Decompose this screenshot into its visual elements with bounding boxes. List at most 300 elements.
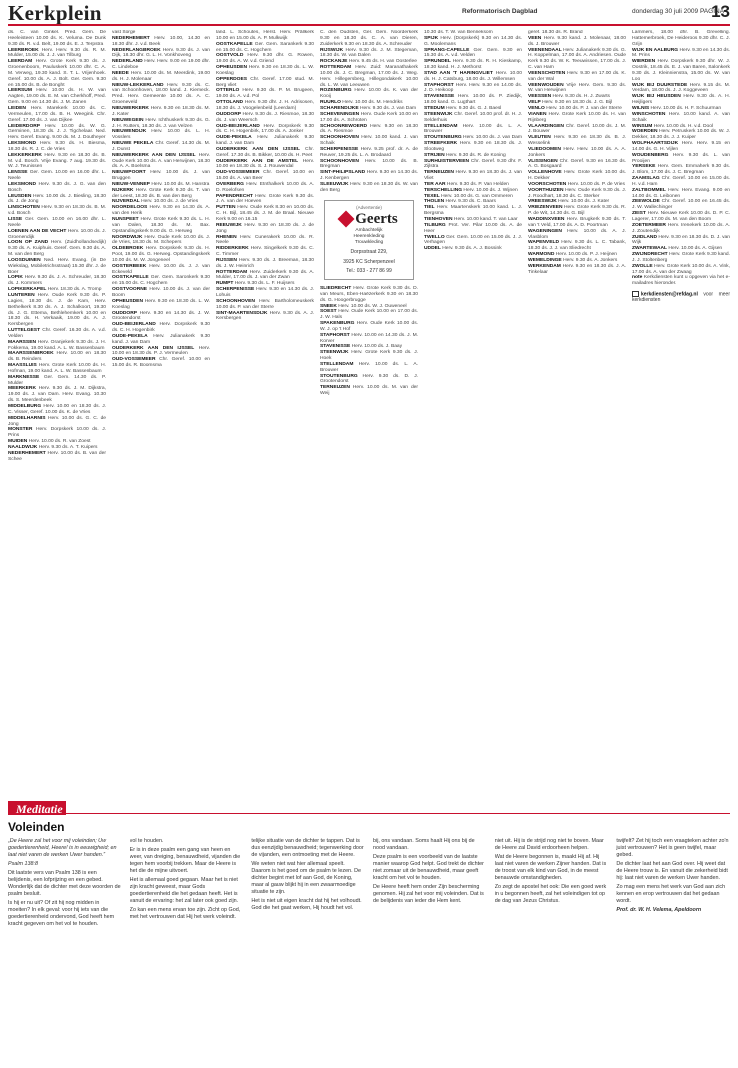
place-name: SPRUNDEL (424, 59, 451, 65)
service-entry (216, 88, 314, 100)
contact-email: kerkdiensten@refdag.nl (641, 291, 698, 298)
place-name: ROCKANJE (320, 59, 348, 65)
service-details: Herv. 18.30 ds. A. Tromp (47, 287, 102, 293)
listing-column-2 (112, 30, 210, 795)
place-name: STRIJEN (424, 152, 445, 158)
service-entry (320, 374, 418, 386)
meditatie-paragraph: telijke situatie van de dichter te tappen. Dat is dus eenzijdig benauwdheid; tegenwerking door de vijanden, een ontmoeting met de Heere. (251, 838, 364, 858)
place-name: SLIEDRECHT (320, 285, 352, 291)
service-details: Herv. Cunerakerk 10.00 ds. R. Neele (216, 234, 314, 246)
place-name: SOEST (320, 309, 337, 315)
place-name: ZALTBOMMEL (632, 187, 666, 193)
service-entry (320, 88, 418, 100)
service-entry (320, 170, 418, 182)
place-name: LUNTEREN (8, 292, 35, 298)
service-entry (112, 205, 210, 217)
service-entry (632, 129, 730, 141)
service-details: Herv. 9.30 en 14.30 ds. A. van den Herik (112, 205, 210, 217)
service-details: Herv. Dorpskerk 9.30 ds. C. H. Hogenbirk, 17.00 ds. A. Jonker (216, 123, 314, 135)
service-entry (8, 328, 106, 340)
place-name: OOSTVOLD (216, 53, 244, 59)
place-name: VELP (528, 100, 541, 106)
service-details: Herv. Zuiderkerk 9.30 ds. A. Mulder, 17.00 ds. J. van der Zwan (216, 269, 314, 281)
service-entry (8, 48, 106, 60)
email-icon (632, 291, 639, 297)
ad-tagline: Ambachtelijk (355, 228, 383, 234)
place-name: MARKNESSE (8, 374, 40, 380)
service-details: Herv. 10.00 ds. P. J. Heijnen (555, 252, 617, 258)
listing-column-3 (216, 30, 314, 795)
ad-logo-name: Geerts (355, 210, 398, 227)
service-details: Herv. 9.30 ds. A. H. Heijligers (632, 94, 730, 106)
service-details: Herv. Bartholomeuskerk 10.00 ds. P. van der Sterre (216, 298, 314, 310)
service-entry (8, 153, 106, 171)
service-details: Herv. 9.30 dhr. J. H. Adrisosen, 18.30 ds. J. Voogelenbeld (Leerdam) (216, 100, 314, 111)
service-entry (320, 321, 418, 333)
place-name: NEDERLANGBROEK (112, 47, 161, 53)
service-details: Herv. 10.00 ds. J. van Dam (463, 135, 522, 141)
publication-date: donderdag 30 juli 2009 PAGINA (632, 8, 725, 15)
meditatie-paragraph: Zo kan een mens ervan toe zijn. Zicht op God, met het vertrouwen dat Hij het werk voleindt. (129, 907, 241, 920)
meditatie-column-6 (616, 838, 730, 1060)
meditatie-column-4 (373, 838, 487, 1060)
service-details: Herv. 9.30 ds. A. Jonkers (563, 257, 618, 263)
service-details: Herv. Grote Kerk 9.30 ds. T. van der Leest, 18.30 ds. B. van den Berg (112, 187, 210, 199)
service-details: Herv. (Zuidhollandsedijk) 9.30 ds. A. Kuiphuis. Geref. Gem. 9.30 ds. A. M. van den Berg (8, 240, 106, 258)
service-entry (216, 170, 314, 182)
service-details: Herv. 9.30 en 14.30 ds. J. Kenbergen (320, 170, 418, 182)
service-entry (8, 194, 106, 206)
place-name: WAPENVELD (528, 240, 559, 246)
service-details: Herv. 10.00 ds. J. Groenendijk (8, 228, 106, 240)
place-name: WINSCHOTEN (632, 111, 666, 117)
place-name: TILBURG (424, 222, 446, 228)
place-name: ROTTERDAM (320, 65, 352, 71)
service-details: Herv. 10.00 ds. J. Wijnen (463, 187, 518, 193)
place-name: OUDDORP (112, 310, 137, 316)
service-entry (320, 350, 418, 362)
service-details: Herv. 9.45 ds. H. van Oosterlee (348, 59, 417, 65)
service-details: Chr. Geref. 9.30 en 16.30 ds. A. G. Bosgaard (528, 158, 626, 170)
service-details: Herv. 9.30 en 18.30 ds. D. J. van Wijk (632, 234, 730, 246)
place-name: SINT-MAARTENSDIJK (216, 310, 268, 316)
service-details: Herv. 10.00 ds. H. J. Catsburg, 18.00 ds. J. Willemsen (424, 70, 522, 82)
service-details: Chr. Geref. 10.00 en 15.00 ds. H. v.d. Ham (632, 176, 730, 187)
service-details: Herv. Herv. 10.00 ds. A. A. Jonkers (528, 146, 626, 158)
service-details: Ger. Gem. 14.30 ds. P. Mulder (8, 374, 106, 386)
service-entry (112, 118, 210, 130)
place-name: OOSTKAPELLE (112, 275, 149, 281)
logo-mark-icon (338, 211, 355, 228)
service-entry (216, 235, 314, 247)
place-name: LOOSDUINEN (8, 257, 41, 263)
service-entry (112, 36, 210, 48)
service-entry (112, 48, 210, 60)
service-details: Herv. 10.00 en 18.30 ds. P. J. Vermeulen (112, 345, 210, 357)
service-details: Herv. 9.30 en 18.30 ds. M. J. Kater (112, 105, 210, 117)
service-entry (216, 159, 314, 171)
place-name: LEKSMOND (8, 141, 36, 147)
meditatie-paragraph: bij, ons vandaan. Soms haalt Hij ons bij de nood vandaan. (373, 838, 475, 851)
place-name: PUTTEN (216, 205, 236, 211)
place-name: VEENENDAAL (528, 47, 562, 53)
service-details: Herv. 10.00 ds. B. van der Schee (8, 450, 106, 462)
listing-column-4 (320, 30, 418, 795)
place-name: LEERDAM (8, 59, 33, 65)
service-details: Herv. 9.30 en 14.30 ds. J. W. Grootendorst (112, 310, 210, 322)
place-name: WOERDEN (632, 129, 658, 135)
service-entry (424, 170, 522, 182)
place-name: SCHOONHOVEN (216, 298, 255, 304)
place-name: STOUTENBURG (424, 135, 462, 141)
service-entry (112, 322, 210, 334)
service-details: Herv. 10.00 kand. A. van Schaik (632, 111, 730, 123)
place-name: UDDEL (424, 246, 441, 252)
service-entry (112, 311, 210, 323)
place-name: OPHEUSDEN (216, 65, 247, 71)
place-name: NIEUWERKERK (112, 105, 149, 111)
service-entry (8, 141, 106, 153)
place-name: WILNIS (632, 105, 650, 111)
place-name: TIENHOVEN (424, 217, 453, 222)
place-name: ZWIJNDRECHT (632, 252, 668, 258)
service-details: Herv. Julianakerk 9.30 kand. J. van Dam (112, 333, 210, 345)
service-details: Herv. 10.00 ds. L. A. Brouwer (320, 361, 418, 373)
place-name: LOPIKERKAPEL (8, 287, 47, 293)
service-details: Herv. 10.00 ds. J. de Vries (141, 199, 199, 205)
service-details: Ger. Gem. 10.00 en 16.00 dhr. L. Neele (8, 170, 106, 182)
service-details: Herv. 9.30 en 18.30 ds. L. W. Koeslag (112, 298, 210, 310)
place-name: YERSEKE (632, 164, 656, 170)
service-entry (216, 246, 314, 258)
place-name: OTTOLAND (216, 100, 244, 106)
place-name: TIEL (424, 205, 435, 211)
header-rule (8, 24, 730, 26)
place-name: OUDERKERK AAN DEN IJSSEL (216, 146, 301, 152)
place-name: ROTTERDAM (216, 269, 248, 275)
place-name: NIEUWEGEIN (112, 117, 144, 123)
service-entry (216, 270, 314, 282)
service-details: Ger. Gem. 9.30 en 15.30 ds. A. v.d. Velden (424, 47, 522, 59)
service-details: Chr. Geref. 14.30 ds. M. J. Dunst (112, 141, 210, 152)
service-entry (112, 287, 210, 299)
place-name: SLEEUWIJK (320, 181, 349, 187)
place-name: RUMPT (216, 281, 234, 287)
place-name: VREESWIJK (528, 199, 557, 205)
place-name: OVERBERG (216, 181, 244, 187)
meditatie-column-3 (251, 838, 365, 1060)
service-details: Herv. Dorpskerk 9.30 ds. C. H. Hogenbirk (112, 322, 210, 334)
service-entry (320, 286, 418, 304)
service-entry (320, 147, 418, 159)
service-entry (8, 275, 106, 287)
listing-column-1 (8, 30, 106, 795)
place-name: TERNEUZEN (320, 385, 350, 391)
meditatie-paragraph: Deze psalm is een voorbeeld van de laatste manier waarop God helpt. God trekt de dichter niet zomaar uit de benauwdheid, maar geeft kracht om het vol te houden. (373, 854, 484, 881)
service-entry (112, 334, 210, 346)
service-entry (424, 223, 522, 235)
service-entry (216, 194, 314, 206)
meditatie-paragraph: De dichter laat het aan God over. Hij weet dat de Heere trouw is. En vanuit die zekerheid bidt hij: laat niet varen de werken Uwer handen. (616, 861, 728, 881)
service-entry (424, 159, 522, 171)
service-details: Herv. 10.00 en 18.30 ds. J. C. Visser, Geref. 10.00 ds. K. de Vries (8, 404, 106, 415)
service-entry (424, 59, 522, 71)
service-details: Herv. 10.00 ds. H. v.d. Dool (653, 123, 714, 129)
service-details: Chr. Geref. 9.30 dhr. F. Zijlstra (424, 158, 522, 170)
service-details: Herv. Oude Kerk 9.30 ds. P. Lagies, 18.30 ds. J. de Kam, Herv. Bethelkerk 8.30 ds. A. J. Schalkoort, 19.30 ds. J. G. Ettema, Bethlehemkerk 10.00 en 18.30 ds. H. Verkaaik, 19.00 ds. A. J. Kersbergen (8, 292, 106, 328)
place-name: MIDDELBURG (8, 404, 42, 409)
service-entry (320, 309, 418, 321)
service-details: Herv. 10.00 ds. G. van Ommeren (441, 193, 513, 199)
service-entry (528, 48, 626, 71)
place-name: SPRANG-CAPELLE (424, 47, 470, 53)
meditatie-paragraph: Is hij er nu uit? Of zit hij nog midden in moeiten? In elk geval: voor hij iets van die goedertierenheid ondervond, God heeft hem kracht gegeven om het vol te houden. (8, 900, 115, 927)
service-details: Herv. 10.00 ds. M. Hendriks (342, 100, 403, 106)
service-details: Herv. Grote Kerk 9.30 ds. R. P. de Wit, 14.30 ds. G. Bijl (528, 205, 626, 217)
place-name: LEIDERDORP (8, 123, 41, 129)
service-details: Herv. Marekerk 10.00 ds. C. Vermeulen, 17.00 ds. B. H. Weegink. Chr. Geref. 17.00 ds. J. van Dijkee (8, 105, 106, 123)
place-name: STAPHORST (320, 332, 350, 338)
place-name: OOSTVOORNE (112, 287, 148, 293)
service-entry (8, 88, 106, 106)
meditatie-title: Voleinden (8, 820, 65, 834)
service-entry (112, 188, 210, 200)
service-entry (8, 124, 106, 142)
service-entry (8, 229, 106, 241)
service-details: Kerkdiensten kunt u opgeven via het e-mailadres hieronder. (632, 275, 730, 287)
service-entry (8, 340, 106, 352)
ad-label: (Advertentie) (356, 204, 382, 210)
service-entry (216, 112, 314, 124)
service-entry (528, 71, 626, 83)
place-name: NEDERLAND (112, 59, 143, 65)
service-details: Herv. Herv. 9.00 en 19.00 dhr. C. Lindeboe (112, 59, 210, 71)
service-details: Herv. 10.00 ds. B. Bregman (320, 158, 418, 170)
service-entry (320, 112, 418, 124)
meditatie-paragraph: „De Heere zal het voor mij voleinden; Uw goedertierenheid, Heere! is in eeuwigheid; en laat niet varen de werken Uwer handen.” (8, 838, 117, 858)
place-name: RIDDERKERK (216, 246, 249, 252)
place-name: OUDERKERK AAN DE AMSTEL (216, 158, 299, 164)
place-name: LEUSDEN (8, 193, 32, 199)
service-details: Herv. 9.30 en 17.00 ds. K. van der Wal (528, 70, 626, 82)
ad-address: Tel.: 033 - 277 86 99 (346, 268, 392, 275)
service-entry (216, 205, 314, 223)
service-details: Herv. 9.30 ds. J. G. van den Bosch (8, 181, 106, 193)
place-name: TERSCHELLING (424, 187, 463, 193)
service-details: Herv. Oranjekerk 9.30 ds. J. H. Fokkema, 19.00 kand. A. L. W. Bassenbaum (8, 339, 106, 351)
place-name: OUD-BEIJERLAND (112, 322, 156, 328)
place-name: LENSSE (8, 170, 28, 176)
service-entry (528, 240, 626, 252)
service-entry (632, 199, 730, 211)
service-details: Herv. 10.00 ds. K. van der Kooij (320, 88, 418, 100)
service-entry (8, 363, 106, 375)
service-entry (216, 42, 314, 54)
service-details: Herv. 9.30 ds. L. van Prooijen (632, 152, 730, 164)
place-name: LINSCHOTEN (8, 205, 40, 211)
service-details: Herv. 10.00 ds. J. Baay (351, 344, 403, 350)
place-name: OUDERKERK AAN DEN IJSSEL (112, 345, 195, 351)
service-details: Herv. 10.00 kand. J. van Schaik (320, 135, 418, 147)
place-name: SNEEK (320, 303, 337, 309)
service-details: Herv. 9.30 en 18.30 ds. J. van Vliet (424, 170, 522, 182)
place-name: VOORSCHOTEN (528, 181, 567, 187)
service-details: Herv. 9.30 ds. J. van Dijk, 18.30 dhr. G. L. H. Vonkhoveng (112, 47, 210, 59)
place-name: LISSE (8, 217, 23, 222)
service-entry (216, 53, 314, 65)
meditatie-label: Meditatie (16, 802, 63, 816)
meditatie-paragraph: Het is niet uit eigen kracht dat hij het volhoudt. God die het gaat werken, Hij houdt het vol. (251, 898, 362, 911)
service-entry (8, 106, 106, 124)
service-entry (112, 141, 210, 153)
service-details: Herv. 9.30 ds. R. H. Kieskamp, 18.30 kand. H. J. Methorst (424, 59, 522, 71)
place-name: NEEDE (112, 70, 129, 76)
meditatie-paragraph: Zo mag een mens het werk van God aan zich kennen en erop vertrouwen dat het gedaan wordt. (616, 884, 726, 904)
service-details: Herv. 9.30 en 18.30 ds. J. G. Bijl (542, 100, 613, 106)
ad-tagline: Trouwkleding (354, 240, 384, 246)
place-name: RUURLO (320, 100, 341, 106)
place-name: LEERBROEK (8, 47, 39, 53)
service-entry (112, 71, 210, 83)
service-details: Herv. 9.30 ds. J. M. Stegeman, 18.30 ds. W. van Dalen (320, 47, 418, 59)
place-name: ZWARTEWAAL (632, 246, 668, 252)
place-name: NOORDELOOS (112, 205, 148, 211)
place-name: NIEUWE PEKELA (112, 141, 154, 147)
service-entry (632, 176, 730, 188)
ad-tagline: Heerenkleding (353, 234, 385, 240)
service-entry (112, 59, 210, 71)
service-details: Herv. Dorpskerk 9.30 ds. H. Poot, 19.00 ds. G. Herweg. Opstandingskerk 10.00 ds. M. W. Jongeneel (112, 246, 210, 263)
place-name: WIJK BIJ DUURSTEDE (632, 82, 688, 88)
service-details: Herv. 10.00 ds. P. de Vries (567, 181, 625, 187)
service-details: Vrije Herv. Gem. 9.30 ds. W. van Herwijnen (528, 82, 626, 94)
service-details: Herv. Grote Kerk 10.00 ds. H. Dekker (528, 170, 626, 182)
service-details: Herv. 9.30 dhr. G. Rowen, 19.00 ds. A. W. v.d. Griend (216, 53, 314, 65)
place-name: REEUWIJK (216, 222, 242, 228)
place-name: STEENWIJK (320, 350, 349, 356)
service-entry (632, 112, 730, 124)
place-name: STREEFKERK (424, 141, 458, 147)
service-entry (320, 182, 418, 194)
place-name: STELLENDAM (320, 361, 354, 367)
service-details: Chr. Geref. 16.30 ds. A. v.d. Velden (8, 328, 106, 339)
service-details: Herv. 9.30 ds. L. F. Huijsers (234, 281, 295, 287)
service-entry (632, 252, 730, 264)
meditatie-paragraph: Zo zegt de apostel het ook: Die een goed werk in u begonnen heeft, zal het voleindigen tot op de dag van Jezus Christus. (494, 884, 607, 904)
meditatie-paragraph: niet uit. Hij is de strijd nog niet te boven. Maar de Heere zal David erdoorheen helpen. (494, 838, 604, 851)
service-details: Herv. Oude Kerk 9.30 ds. J. J. Roodhart, 18.30 ds. C. Sterker (528, 187, 626, 199)
service-details: Herv. Zuid: Maranathakerk 10.00 ds. J. C. Bregman, 17.00 ds. J. Weg. Herv. Hillegersberg, Hillegondakerk 10.00 ds. L. W. van Leeuwen (320, 65, 418, 88)
service-details: Herv. Ichthuskerk 9.30 ds. G. J. H. Rutters, 18.30 ds. J. van Velzen (112, 117, 210, 129)
service-entry (112, 217, 210, 235)
service-details: Herv. 9.30 ds. J. A. Schreuder, 18.30 ds. J. Kommers (8, 275, 106, 287)
service-details: Herv. 10.00 ds. R. van Zoest (28, 439, 91, 445)
service-entry (112, 106, 210, 118)
service-details: Herv. Herv. 9.15 en 14.00 ds. G. H. Vijlen (632, 141, 730, 152)
place-name: VOLLENHOVE (528, 170, 562, 176)
service-details: Herv. Oude Kerk 10.00 ds. W. J. op 't Hof (320, 321, 418, 332)
service-details: Herv. 10.00 ds. J. J. van Eckeveld (112, 263, 210, 275)
service-entry (8, 386, 106, 404)
service-details: Prot. Ver. Pilar 10.00 ds. A. de Heer (424, 222, 522, 234)
service-entry (424, 124, 522, 136)
service-details: vast Sorgе (112, 30, 136, 35)
service-entry (216, 223, 314, 235)
service-details: Herv. 10.00 en 14.30 ds. J. M. Korver (320, 332, 418, 344)
place-name: OLDEBROEK (112, 246, 144, 252)
place-name: VLEUTEN (528, 135, 551, 141)
service-entry (632, 264, 730, 276)
meditatie-paragraph: Wat de Heere begonnen is, maakt Hij af. Hij laat niet varen de werken Zijner handen. Dat is de troost van elk kind van God, in de meest benauwde omstandigheden. (494, 854, 607, 881)
page-number: 13 (711, 2, 730, 21)
section-title: Kerkplein (8, 1, 102, 25)
meditatie-column-5 (495, 838, 609, 1060)
place-name: RIJSWIJK (320, 47, 344, 53)
service-entry (320, 48, 418, 60)
service-details: Herv. 10.00 ds. J. van der Boom (112, 287, 210, 298)
service-entry (632, 83, 730, 95)
place-name: OPHEUSDEN (112, 298, 143, 304)
newspaper-name: Reformatorisch Dagblad (462, 8, 538, 15)
service-entry (112, 170, 210, 182)
place-name: VEESSEN (528, 94, 552, 100)
place-name: NIJVERDAL (112, 199, 140, 205)
place-name: SCHERPENISSE (216, 287, 255, 293)
service-entry (632, 59, 730, 82)
place-name: LEKSMOND (8, 181, 36, 187)
place-name: STEENWIJK (424, 111, 453, 117)
service-details: Herv. 9.30 ds. P. M. Brugeen, 19.00 ds. A. v.d. Pol (216, 88, 314, 100)
place-name: OUD-VOSSEMEER (112, 357, 156, 363)
service-details: Herv. 10.00 ds. J. van Bruggen (112, 170, 210, 182)
service-details: Herv. 9.30 ds. P. Van Helden (446, 181, 509, 187)
service-entry (8, 416, 106, 428)
place-name: SURHUISTERVEEN (424, 158, 470, 164)
service-details: Herv. 10.00 ds. G. C. de Jong (8, 415, 106, 427)
service-details: Herv. Herv. 9.30 ds. R. M. Mulder, 15.00 ds. J. J. van Tilburg (8, 47, 106, 59)
service-details: Herv. 9.30 ds. H. Biesma, 18.30 ds. R. J. C. de Vries (8, 141, 106, 152)
service-entry (8, 59, 106, 88)
service-details: Herv. 10.00 ds. M. Meerdink, 19.00 ds. H. J. Molenaar (112, 70, 210, 82)
place-name: WARMOND (528, 252, 555, 258)
place-name: STAPHORST (424, 82, 454, 88)
place-name: RIJSSEN (216, 257, 237, 263)
service-entry (424, 246, 522, 252)
service-details: Chr. Geref. 17.00 stud. M. Berg vliet (216, 76, 314, 88)
service-entry (320, 385, 418, 397)
service-details: Ger. Gem. Sarankerk 9.30 en 15.00 ds. C. Hogchem (216, 41, 314, 53)
service-details: Herv. (Dorpskerk) 9.30 en 14.30 ds. G. Moolemans (424, 35, 522, 47)
place-name: SCHEVENINGEN (320, 111, 360, 117)
service-entry (8, 351, 106, 363)
ad-address: 3925 KC Scherpenzeel (343, 258, 395, 265)
service-details: Herv. 9.30 ds. J. Riesmoe, 18.30 ds. J. van Weersch (216, 111, 314, 123)
place-name: WAGENINGEN (528, 228, 562, 234)
place-name: THOLEN (424, 199, 445, 205)
place-name: NAALDWIJK (8, 444, 38, 450)
place-name: MEERKERK (8, 386, 36, 392)
service-details: Herv. Petruskerk 10.00 ds. W. J. Dekker, 18.30 ds. J. J. Kuiper (632, 129, 730, 141)
service-entry (112, 246, 210, 264)
service-entry (112, 83, 210, 106)
service-details: Chr. Geref. 10.00 prof. dr. H. J. Selderhuis (424, 111, 522, 123)
place-name: MAARSSENBROEK (8, 351, 54, 357)
service-entry (8, 404, 106, 416)
place-name: LOON OP ZAND (8, 240, 49, 246)
service-details: Herv. Grote Kerk 10.00 ds. A. Vink, 17.00 ds. A. van der Zwaag (632, 263, 730, 275)
meditatie-rule (66, 813, 730, 814)
service-entry (632, 275, 730, 287)
